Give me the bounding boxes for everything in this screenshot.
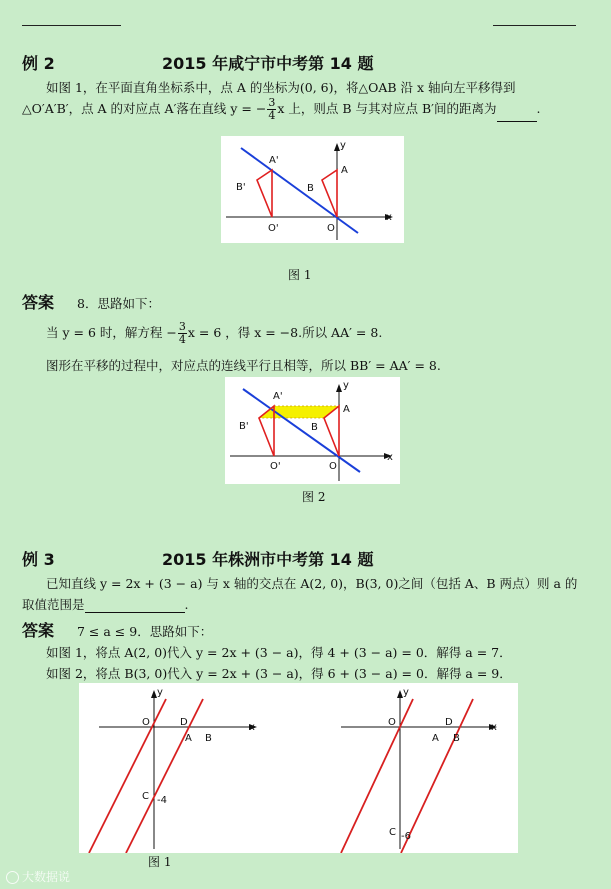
- example-2-label: 例 2: [22, 54, 55, 73]
- answer-3-line-1: 如图 1，将点 A(2, 0)代入 y = 2x + (3 − a)，得 4 + (3 − a) = 0．解得 a = 7．: [46, 645, 512, 660]
- line-y-eq: [241, 148, 358, 233]
- label-O-3a: O: [142, 717, 150, 728]
- triangle-OAB: [322, 170, 337, 217]
- answer-2-line-2: 图形在平移的过程中，对应点的连线平行且相等，所以 BB′ = AA′ = 8.: [46, 358, 441, 373]
- top-rule-right: [493, 25, 576, 26]
- fraction-den: 4: [268, 109, 276, 122]
- label-O: O: [327, 223, 335, 234]
- line-y-eq-2: [243, 389, 360, 472]
- figure-1-caption: 图 1: [288, 268, 312, 282]
- label-O-prime: O': [268, 223, 279, 234]
- fraction: [267, 97, 276, 122]
- answer-2-intro: 8．思路如下：: [77, 296, 160, 311]
- label-C-3a: C: [142, 791, 149, 802]
- figure-2-graph: [225, 377, 400, 484]
- example-2-title: 2015 年咸宁市中考第 14 题: [162, 54, 374, 73]
- example-3-text-2b: .: [184, 597, 189, 612]
- label-c2: -6: [401, 831, 411, 842]
- fraction-2-num: 3: [178, 320, 186, 333]
- answer-2-line-1b: x = 6 ，得 x = −8.所以 AA′ = 8.: [187, 325, 383, 340]
- label-O-3b: O: [388, 717, 396, 728]
- label-x: x: [386, 212, 392, 223]
- figure-3-graph: [79, 683, 518, 853]
- example-2-text-2a: △O′A′B′，点 A 的对应点 A′落在直线 y = −: [22, 101, 267, 116]
- fraction-2-den: 4: [178, 333, 186, 346]
- label-A-prime: A': [269, 155, 279, 166]
- label-B-prime-2: B': [239, 421, 249, 432]
- label-D-3b: D: [445, 717, 453, 728]
- example-3-text-2: [22, 595, 189, 613]
- label-y-3a: y: [157, 687, 163, 698]
- example-3-label: 例 3: [22, 550, 55, 569]
- line-3b-2: [401, 699, 473, 853]
- label-y: y: [340, 140, 346, 151]
- line-3b-1: [341, 699, 413, 853]
- figure-1: [221, 136, 404, 243]
- fraction-num: 3: [268, 96, 276, 109]
- example-2-text-2c: .: [536, 101, 541, 116]
- figure-1-graph: [221, 136, 404, 243]
- figure-2: [225, 377, 400, 484]
- figure-3-caption: 图 1: [148, 855, 172, 869]
- label-B-3b: B: [453, 733, 460, 744]
- label-x-2: x: [387, 452, 393, 463]
- answer-blank: [497, 121, 537, 122]
- example-3-text-1: 已知直线 y = 2x + (3 − a) 与 x 轴的交点在 A(2, 0)，B(3, 0)之间（包括 A、B 两点）则 a 的: [46, 576, 578, 591]
- label-x-3b: x: [491, 722, 497, 733]
- figure-3: [79, 683, 518, 853]
- answer-3-intro: 7 ≤ a ≤ 9．思路如下：: [77, 624, 213, 639]
- label-A-prime-2: A': [273, 391, 283, 402]
- y-arrow-2: [336, 384, 342, 392]
- label-c1: -4: [157, 795, 167, 806]
- example-3-title: 2015 年株洲市中考第 14 题: [162, 550, 374, 569]
- label-A-2: A: [343, 404, 350, 415]
- label-O-2: O: [329, 461, 337, 472]
- label-B-3a: B: [205, 733, 212, 744]
- example-2-text-2b: x 上，则点 B 与其对应点 B′间的距离为: [277, 101, 497, 116]
- label-B: B: [307, 183, 314, 194]
- watermark-text: 大数据说: [22, 870, 71, 884]
- top-rule-left: [22, 25, 121, 26]
- label-B-2: B: [311, 422, 318, 433]
- label-x-3a: x: [249, 722, 255, 733]
- label-C-3b: C: [389, 827, 396, 838]
- example-2-text-2: [22, 97, 540, 122]
- line-3a-2: [126, 699, 203, 853]
- fraction-2: [178, 321, 187, 346]
- watermark: [6, 868, 70, 885]
- label-D-3a: D: [180, 717, 188, 728]
- label-A: A: [341, 165, 348, 176]
- answer-3-line-2: 如图 2，将点 B(3, 0)代入 y = 2x + (3 − a)，得 6 + (3 − a) = 0．解得 a = 9．: [46, 666, 512, 681]
- label-O-prime-2: O': [270, 461, 281, 472]
- label-y-3b: y: [403, 687, 409, 698]
- example-2-text-1: 如图 1，在平面直角坐标系中，点 A 的坐标为(0, 6)，将△OAB 沿 x 轴向左平移得到: [46, 80, 516, 95]
- label-A-3a: A: [185, 733, 192, 744]
- answer-2-label: 答案: [22, 293, 55, 312]
- watermark-logo-icon: [6, 871, 19, 884]
- answer-blank-3: [85, 612, 185, 613]
- answer-3-label: 答案: [22, 621, 55, 640]
- triangle-OAB-prime: [257, 170, 272, 217]
- label-B-prime: B': [236, 182, 246, 193]
- figure-2-caption: 图 2: [302, 490, 326, 504]
- label-y-2: y: [343, 380, 349, 391]
- label-A-3b: A: [432, 733, 439, 744]
- answer-2-line-1a: 当 y = 6 时，解方程 −: [46, 325, 177, 340]
- example-3-text-2a: 取值范围是: [22, 597, 85, 612]
- answer-2-line-1: [46, 321, 382, 346]
